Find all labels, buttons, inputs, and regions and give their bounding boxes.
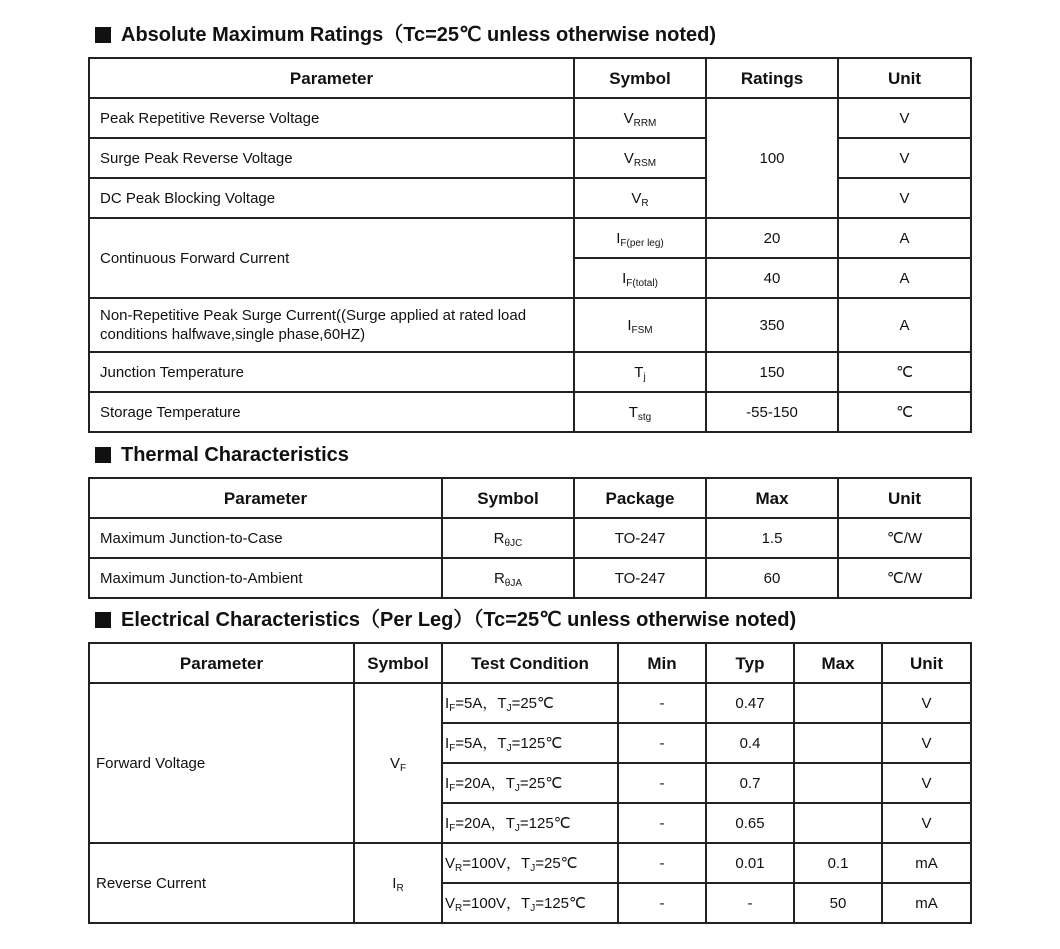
col-header: Parameter [89,478,442,518]
typ-cell: 0.4 [706,723,794,763]
max-cell [794,683,882,723]
param-cell: Storage Temperature [89,392,574,432]
param-cell: Junction Temperature [89,352,574,392]
table-row [89,558,971,598]
table-row [89,218,971,258]
param-cell: Surge Peak Reverse Voltage [89,138,574,178]
unit-cell: ℃/W [838,558,971,598]
rating-cell: 40 [706,258,838,298]
unit-cell: V [882,723,971,763]
col-header: Symbol [354,643,442,683]
voltage-rating-cell: 100 [706,98,838,218]
square-bullet-icon [95,447,111,463]
symbol-cell: $V_{RRM}$ [574,98,706,138]
symbol-cell: $V_{RSM}$ [574,138,706,178]
condition-cell: $V_R=100V$，$T_J=25℃$ [442,843,618,883]
symbol-cell: $T_{stg}$ [574,392,706,432]
table-row [89,392,971,432]
param-cell: Non-Repetitive Peak Surge Current((Surge applied at rated load conditions halfwave,single phase,60HZ) [89,298,574,352]
unit-cell: V [838,178,971,218]
min-cell: - [618,843,706,883]
rating-cell: -55-150 [706,392,838,432]
thermal-section-title: Thermal Characteristics [95,443,349,467]
min-cell: - [618,683,706,723]
col-header: Max [706,478,838,518]
symbol-cell: $I_{F(total)}$ [574,258,706,298]
unit-cell: mA [882,883,971,923]
max-cell: 60 [706,558,838,598]
typ-cell: 0.65 [706,803,794,843]
col-header: Parameter [89,58,574,98]
param-cell: DC Peak Blocking Voltage [89,178,574,218]
symbol-cell: $R_{\theta JA}$ [442,558,574,598]
param-cell: Continuous Forward Current [89,218,574,298]
symbol-cell: $R_{\theta JC}$ [442,518,574,558]
table-header-row [89,478,971,518]
typ-cell: 0.7 [706,763,794,803]
max-cell [794,723,882,763]
symbol-cell: $T_j$ [574,352,706,392]
electrical-table [88,642,972,924]
rating-cell: 150 [706,352,838,392]
col-header: Package [574,478,706,518]
param-cell: Maximum Junction-to-Case [89,518,442,558]
thermal-table [88,477,972,599]
unit-cell: V [882,683,971,723]
package-cell: TO-247 [574,518,706,558]
package-cell: TO-247 [574,558,706,598]
condition-cell: $I_F=20A$，$T_J=125℃$ [442,803,618,843]
param-cell: Forward Voltage [89,683,354,843]
table-row [89,98,971,138]
unit-cell: V [882,803,971,843]
col-header: Typ [706,643,794,683]
min-cell: - [618,883,706,923]
rating-cell: 350 [706,298,838,352]
square-bullet-icon [95,27,111,43]
min-cell: - [618,763,706,803]
symbol-cell: $I_{FSM}$ [574,298,706,352]
symbol-cell: $V_R$ [574,178,706,218]
unit-cell: V [838,138,971,178]
abs-max-ratings-table [88,57,972,433]
col-header: Symbol [442,478,574,518]
col-header: Unit [882,643,971,683]
max-cell [794,763,882,803]
table-row [89,683,971,723]
min-cell: - [618,803,706,843]
table-row [89,843,971,883]
col-header: Min [618,643,706,683]
unit-cell: mA [882,843,971,883]
col-header: Parameter [89,643,354,683]
col-header: Symbol [574,58,706,98]
table-row [89,352,971,392]
max-cell: 50 [794,883,882,923]
param-cell: Reverse Current [89,843,354,923]
table-header-row [89,643,971,683]
condition-cell: $I_F=5A$，$T_J=25℃$ [442,683,618,723]
typ-cell: 0.01 [706,843,794,883]
condition-cell: $I_F=5A$，$T_J=125℃$ [442,723,618,763]
col-header: Ratings [706,58,838,98]
typ-cell: 0.47 [706,683,794,723]
max-cell [794,803,882,843]
max-cell: 0.1 [794,843,882,883]
symbol-cell: $V_F$ [354,683,442,843]
unit-cell: V [882,763,971,803]
unit-cell: A [838,218,971,258]
elec-section-title: Electrical Characteristics（Per Leg）（Tc=25℃ unless otherwise noted) [95,608,796,632]
col-header: Max [794,643,882,683]
col-header: Test Condition [442,643,618,683]
condition-cell: $V_R=100V$，$T_J=125℃$ [442,883,618,923]
square-bullet-icon [95,612,111,628]
table-row [89,178,971,218]
col-header: Unit [838,58,971,98]
col-header: Unit [838,478,971,518]
condition-cell: $I_F=20A$，$T_J=25℃$ [442,763,618,803]
table-header-row [89,58,971,98]
symbol-cell: $I_R$ [354,843,442,923]
rating-cell: 20 [706,218,838,258]
table-row [89,138,971,178]
typ-cell: - [706,883,794,923]
param-cell: Maximum Junction-to-Ambient [89,558,442,598]
min-cell: - [618,723,706,763]
unit-cell: A [838,298,971,352]
unit-cell: ℃ [838,352,971,392]
table-row [89,518,971,558]
unit-cell: A [838,258,971,298]
unit-cell: ℃ [838,392,971,432]
max-cell: 1.5 [706,518,838,558]
unit-cell: V [838,98,971,138]
abs-section-title: Absolute Maximum Ratings（Tc=25℃ unless otherwise noted) [95,23,716,47]
param-cell: Peak Repetitive Reverse Voltage [89,98,574,138]
unit-cell: ℃/W [838,518,971,558]
table-row [89,298,971,352]
symbol-cell: $I_{F(per leg)}$ [574,218,706,258]
